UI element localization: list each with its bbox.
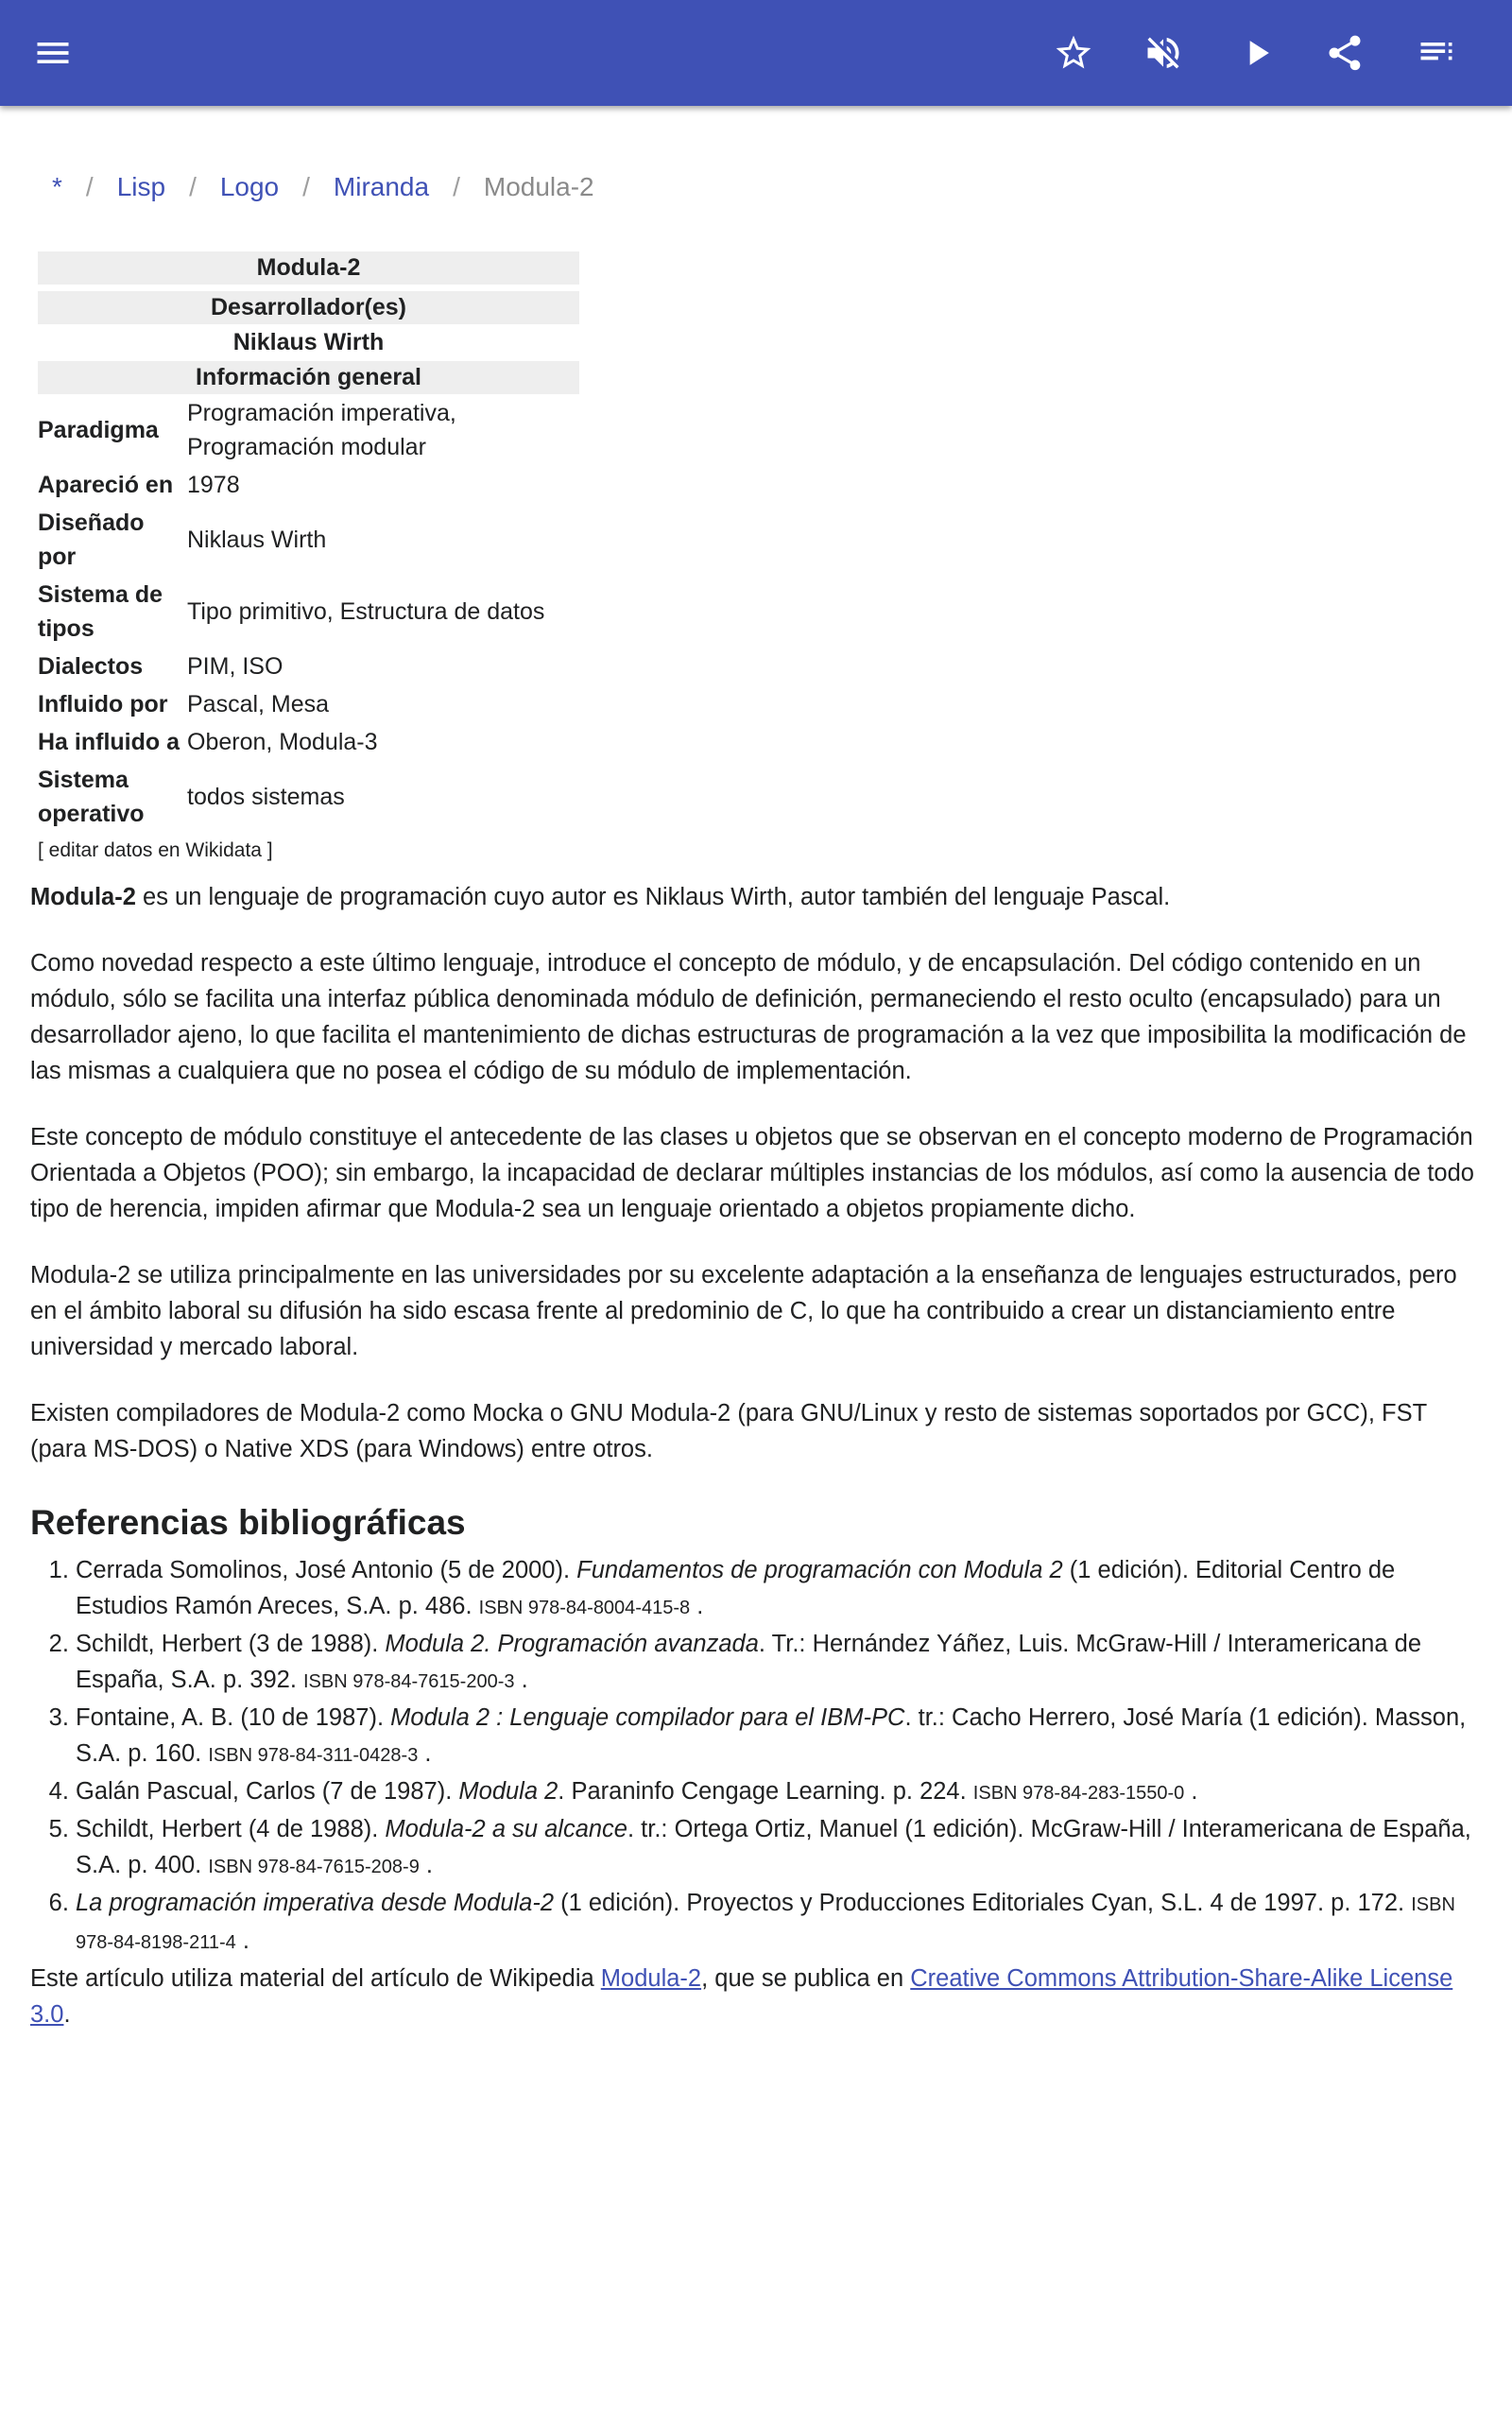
play-button[interactable] — [1228, 25, 1285, 81]
menu-icon — [32, 32, 74, 74]
infobox-label: Sistema operativo — [38, 767, 145, 827]
infobox-value: PIM, ISO — [187, 653, 284, 680]
infobox-label: Sistema de tipos — [38, 581, 163, 642]
infobox-label: Diseñado por — [38, 510, 145, 570]
breadcrumb-separator: / — [302, 172, 310, 201]
reference-item: 6. La programación imperativa desde Modula-2 (1 edición). Proyectos y Producciones Editoriales Cyan, S.L. 4 de 1997. p. 172. ISBN 978-84-8198-211-4 . — [76, 1885, 1486, 1961]
playlist-button[interactable] — [1408, 25, 1465, 81]
volume-off-icon — [1143, 32, 1184, 74]
isbn-link[interactable]: ISBN 978-84-7615-200-3 — [303, 1671, 515, 1692]
reference-item: 1. Cerrada Somolinos, José Antonio (5 de 2000). Fundamentos de programación con Modula 2 (1 edición). Editorial Centro de Estudios Ramón Areces, S.A. p. 486. ISBN 978-84-8004-415-8 . — [76, 1552, 1486, 1626]
play-icon — [1236, 32, 1278, 74]
infobox-label: Dialectos — [38, 653, 144, 680]
infobox-row — [38, 685, 579, 723]
wikipedia-article-link[interactable]: Modula-2 — [600, 1965, 702, 1992]
edit-wikidata-link[interactable]: [ editar datos en Wikidata ] — [38, 839, 273, 861]
star-outline-icon — [1053, 32, 1094, 74]
infobox-row — [38, 723, 579, 761]
mute-button[interactable] — [1135, 25, 1192, 81]
reference-item: 3. Fontaine, A. B. (10 de 1987). Modula 2 : Lenguaje compilador para el IBM-PC. tr.: Cacho Herrero, José María (1 edición). Masson, S.A. p. 160. ISBN 978-84-311-0428-3 . — [76, 1700, 1486, 1773]
reference-item: 5. Schildt, Herbert (4 de 1988). Modula-2 a su alcance. tr.: Ortega Ortiz, Manuel (1 edición). McGraw-Hill / Interamericana de España, S.A. p. 400. ISBN 978-84-7615-208-9 . — [76, 1811, 1486, 1885]
article-paragraph: Modula-2 se utiliza principalmente en las universidades por su excelente adaptación a la enseñanza de lenguajes estructurados, pero en el ámbito laboral su difusión ha sido escasa frente al predominio de C, lo que ha contribuido a crear un distanciamiento entre universidad y mercado laboral. — [30, 1262, 1457, 1360]
breadcrumb-item-miranda[interactable]: Miranda — [333, 172, 430, 201]
breadcrumb-current: Modula-2 — [483, 172, 594, 201]
infobox-label: Influido por — [38, 691, 168, 717]
article-paragraph: Este concepto de módulo constituye el antecedente de las clases u objetos que se observan en el concepto moderno de Programación Orientada a Objetos (POO); sin embargo, la incapacidad de declarar múltiples instancias de los módulos, así como la ausencia de todo tipo de herencia, impiden afirmar que Modula-2 sea un lenguaje orientado a objetos propiamente dicho. — [30, 1124, 1474, 1222]
infobox-row — [38, 761, 579, 833]
share-icon — [1324, 32, 1366, 74]
infobox-title: Modula-2 — [38, 251, 579, 285]
article-paragraph: Como novedad respecto a este último lenguaje, introduce el concepto de módulo, y de encapsulación. Del código contenido en un módulo, sólo se facilita una interfaz pública denominada módulo de definición, permaneciendo el resto oculto (encapsulado) para un desarrollador ajeno, lo que facilita el mantenimiento de dichas estructuras de programación a la vez que imposibilita la modificación de las mismas a cualquiera que no posea el código de su módulo de implementación. — [30, 950, 1467, 1084]
breadcrumb-item-root[interactable]: * — [52, 172, 62, 201]
license-link[interactable]: Creative Commons Attribution-Share-Alike License 3.0 — [30, 1965, 1453, 2028]
isbn-link[interactable]: ISBN 978-84-7615-208-9 — [208, 1857, 420, 1877]
infobox-developer: Niklaus Wirth — [232, 329, 385, 355]
menu-button[interactable] — [25, 25, 81, 81]
breadcrumb — [52, 166, 594, 208]
article-subject: Modula-2 — [30, 884, 136, 910]
breadcrumb-item-logo[interactable]: Logo — [219, 172, 280, 201]
reference-item: 2. Schildt, Herbert (3 de 1988). Modula 2. Programación avanzada. Tr.: Hernández Yáñez, Luis. McGraw-Hill / Interamericana de España, S.A. p. 392. ISBN 978-84-7615-200-3 . — [76, 1626, 1486, 1700]
article-paragraph: Existen compiladores de Modula-2 como Mocka o GNU Modula-2 (para GNU/Linux y resto de sistemas soportados por GCC), FST (para MS-DOS) o Native XDS (para Windows) entre otros. — [30, 1400, 1427, 1462]
isbn-link[interactable]: ISBN 978-84-311-0428-3 — [208, 1745, 419, 1766]
infobox-value: Pascal, Mesa — [187, 691, 330, 717]
references-list — [30, 1552, 1486, 1961]
infobox-label: Apareció en — [38, 472, 174, 498]
article-body — [30, 879, 1486, 2063]
infobox-value: Niklaus Wirth — [187, 527, 327, 553]
share-button[interactable] — [1316, 25, 1373, 81]
favorite-button[interactable] — [1045, 25, 1102, 81]
app-bar — [0, 0, 1512, 106]
breadcrumb-separator: / — [85, 172, 94, 201]
infobox-row — [38, 504, 579, 576]
infobox-value: 1978 — [187, 472, 240, 498]
article-intro: Modula-2 es un lenguaje de programación cuyo autor es Niklaus Wirth, autor también del lenguaje Pascal. — [30, 884, 1171, 910]
infobox-row — [38, 466, 579, 504]
breadcrumb-separator: / — [453, 172, 460, 201]
infobox-value: Tipo primitivo, Estructura de datos — [187, 598, 545, 625]
infobox-row — [38, 648, 579, 685]
infobox-row — [38, 394, 579, 466]
infobox-label: Paradigma — [38, 417, 159, 443]
infobox-general-header: Información general — [38, 361, 579, 394]
isbn-link[interactable]: ISBN 978-84-8004-415-8 — [478, 1598, 691, 1618]
playlist-icon — [1416, 32, 1457, 74]
references-heading: Referencias bibliográficas — [30, 1503, 466, 1542]
infobox-value: Programación imperativa, Programación modular — [187, 400, 456, 460]
reference-item: 4. Galán Pascual, Carlos (7 de 1987). Modula 2. Paraninfo Cengage Learning. p. 224. ISBN 978-84-283-1550-0 . — [76, 1773, 1486, 1811]
infobox — [38, 251, 579, 833]
isbn-link[interactable]: ISBN 978-84-8198-211-4 — [76, 1894, 1455, 1953]
breadcrumb-separator: / — [189, 172, 197, 201]
isbn-link[interactable]: ISBN 978-84-283-1550-0 — [972, 1783, 1185, 1804]
infobox-label: Ha influido a — [38, 729, 180, 755]
infobox-row — [38, 576, 579, 648]
infobox-value: Oberon, Modula-3 — [187, 729, 378, 755]
infobox-developer-header: Desarrollador(es) — [38, 291, 579, 324]
breadcrumb-item-lisp[interactable]: Lisp — [116, 172, 166, 201]
license-footer: Este artículo utiliza material del artículo de Wikipedia Modula-2, que se publica en Creative Commons Attribution-Share-Alike License 3.0. — [30, 1965, 1453, 2028]
infobox-value: todos sistemas — [187, 784, 345, 810]
